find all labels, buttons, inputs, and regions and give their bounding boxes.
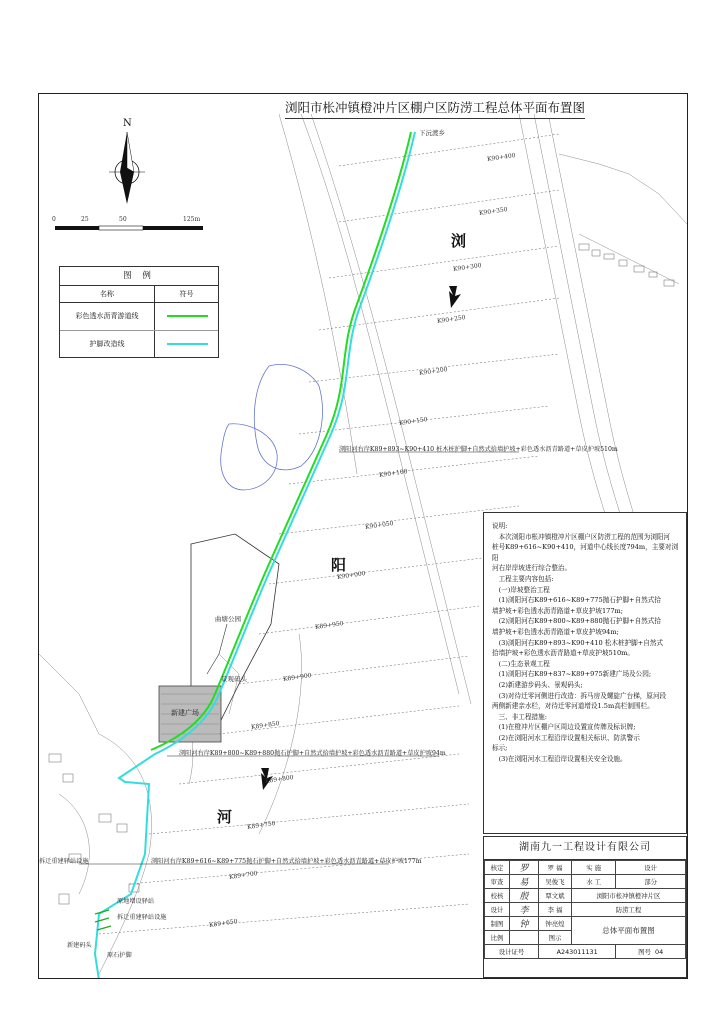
tb-blank bbox=[510, 931, 539, 945]
tb-signature: 殷 bbox=[510, 889, 539, 903]
place-label-wharf: 景观码头 bbox=[221, 675, 247, 683]
drawing-frame bbox=[38, 93, 688, 979]
station-label: K89+800 bbox=[264, 774, 294, 785]
flow-arrow-icon bbox=[261, 286, 461, 790]
tb-person: 覃文斌 bbox=[539, 889, 572, 903]
station-label: K90+350 bbox=[478, 206, 508, 217]
station-label: K89+700 bbox=[228, 870, 258, 881]
station-label: K90+400 bbox=[486, 152, 516, 163]
tb-role: 审查 bbox=[485, 875, 510, 889]
title-block bbox=[483, 836, 687, 978]
station-label: K90+050 bbox=[364, 520, 394, 531]
note-line: (3)浏阳河右K89+893~K90+410 松木桩护脚+自然式 bbox=[492, 638, 664, 647]
station-label: K89+950 bbox=[314, 620, 344, 631]
station-label: K89+750 bbox=[246, 820, 276, 831]
station-label: K90+250 bbox=[436, 314, 466, 325]
tb-drawing-name: 总体平面布置图 bbox=[572, 917, 686, 945]
note-line: 桩号K89+616~K90+410，河道中心线长度794m，主要对浏阳 bbox=[492, 543, 679, 562]
annotation-segment-2: 浏阳河右岸K89+800~K89+880抛石护脚+自然式拾墙护坡+彩色透水沥青路道+草皮护坡94m bbox=[179, 750, 446, 757]
legend-item-name: 护脚改造线 bbox=[60, 331, 155, 358]
station-label: K90+300 bbox=[452, 262, 482, 273]
note-line: 两侧新建亲水栏，对待迁零河道增设1.5m高栏制围栏。 bbox=[492, 702, 654, 711]
station-label: K89+650 bbox=[208, 918, 238, 929]
note-line: 三、非工程措施: bbox=[492, 712, 547, 721]
scale-tick-50: 50 bbox=[119, 216, 127, 223]
note-line: 拾墙护坡+彩色透水沥青路道+草皮护坡510m。 bbox=[492, 649, 634, 658]
ponds bbox=[221, 364, 323, 490]
annotation-new-station: 原地增设驿站 bbox=[117, 898, 155, 905]
station-label: K89+850 bbox=[250, 720, 280, 731]
scale-tick-125: 125m bbox=[183, 216, 201, 223]
tb-cert-label: 设计证号 bbox=[485, 945, 539, 959]
note-line: (2)在浏阳河水工程沿岸设置相关标识、防洪警示 bbox=[492, 733, 640, 742]
river-label-yang: 阳 bbox=[331, 556, 347, 574]
tb-role: 制图 bbox=[485, 917, 510, 931]
company-name: 湖南九一工程设计有限公司 bbox=[484, 837, 686, 860]
legend-item bbox=[60, 331, 218, 358]
tb-stage: 设计 bbox=[616, 861, 686, 875]
tb-project: 浏阳市枨冲镇橙冲片区 bbox=[572, 889, 686, 903]
tb-project: 防涝工程 bbox=[572, 903, 686, 917]
note-line: 本次浏阳市枨冲镇橙冲片区棚户区防涝工程的范围为浏阳河 bbox=[492, 532, 671, 541]
title-block-table bbox=[484, 860, 686, 959]
annotation-new-wharf: 新建码头 bbox=[67, 942, 92, 949]
station-label: K89+900 bbox=[282, 672, 312, 683]
tb-drawing-number-label: 图号 bbox=[638, 948, 651, 956]
annotation-segment-1: 浏阳河右岸K89+616~K89+775抛石护脚+自然式拾墙护坡+彩色透水沥青路道+草皮护坡177m bbox=[151, 858, 422, 865]
leader-lines bbox=[79, 452, 519, 864]
tb-signature: 罗 bbox=[510, 861, 539, 875]
place-label-square: 新建广场 bbox=[171, 709, 199, 717]
tb-signature: 易 bbox=[510, 875, 539, 889]
tb-signature: 钟 bbox=[510, 917, 539, 931]
legend-swatch-green bbox=[167, 315, 208, 317]
river-label-he: 河 bbox=[217, 808, 233, 826]
place-label-park: 曲塘公园 bbox=[215, 615, 241, 623]
north-arrow-icon bbox=[109, 132, 145, 204]
note-line: 工程主要内容包括: bbox=[492, 574, 554, 583]
note-line: (3)对待迁零河侧进行改造：拆马房及螺旋广台梯，原河段 bbox=[492, 691, 667, 700]
note-line: 河右岸岸坡进行综合整治。 bbox=[492, 564, 572, 573]
station-label: K90+000 bbox=[336, 570, 366, 581]
note-line: 墙护坡+彩色透水沥青路道+草皮护坡94m; bbox=[492, 627, 619, 636]
legend-col-name: 名称 bbox=[60, 286, 155, 302]
tb-person: 罗 福 bbox=[539, 861, 572, 875]
tb-stage: 实 施 bbox=[572, 861, 616, 875]
tb-role: 核定 bbox=[485, 861, 510, 875]
station-label: K90+150 bbox=[398, 416, 428, 427]
tb-role: 比例 bbox=[485, 931, 510, 945]
legend-item bbox=[60, 303, 218, 331]
scale-bar bbox=[55, 226, 203, 230]
tb-signature: 李 bbox=[510, 903, 539, 917]
tb-role: 设计 bbox=[485, 903, 510, 917]
tb-person: 李 福 bbox=[539, 903, 572, 917]
note-line: (二)生态景观工程 bbox=[492, 659, 550, 668]
note-line: (1)浏阳河右K89+837~K89+975新建广场及公园; bbox=[492, 670, 652, 679]
river-label-liu: 浏 bbox=[451, 232, 467, 250]
slope-protection-line bbox=[95, 132, 415, 979]
note-line: 墙护坡+彩色透水沥青路道+草皮护坡177m; bbox=[492, 606, 624, 615]
legend-col-symbol: 符号 bbox=[179, 290, 194, 298]
legend-item-name: 彩色透水沥青游道线 bbox=[60, 303, 155, 330]
note-line: (3)在浏阳河水工程沿岸设置相关安全设施。 bbox=[492, 755, 627, 764]
scale-tick-25: 25 bbox=[81, 216, 89, 223]
note-line: (2)浏阳河右K89+800~K89+880抛石护脚+自然式拾 bbox=[492, 617, 661, 626]
north-label: N bbox=[123, 118, 132, 129]
tb-drawing-number bbox=[616, 945, 686, 959]
annotation-relocate-1: 拆迁重建驿站设施 bbox=[39, 858, 89, 865]
station-label: K90+200 bbox=[418, 366, 448, 377]
annotation-segment-3: 浏阳河右岸K89+893~K90+410 桩木桩护脚+自然式拾墙护坡+彩色透水沥青路道+草皮护坡510m bbox=[339, 446, 618, 453]
place-label-top: 下沅渡乡 bbox=[419, 129, 445, 137]
legend-swatch-cyan bbox=[167, 343, 208, 345]
asphalt-path-line bbox=[151, 132, 411, 750]
tb-scale: 图示 bbox=[539, 931, 572, 945]
station-label: K90+100 bbox=[378, 468, 408, 479]
tb-role: 校核 bbox=[485, 889, 510, 903]
tb-discipline: 部分 bbox=[616, 875, 686, 889]
note-line: 说明: bbox=[492, 522, 508, 530]
note-line: 标示; bbox=[492, 744, 508, 753]
note-line: (一)岸坡整治工程 bbox=[492, 585, 550, 594]
tb-person: 钟亮煌 bbox=[539, 917, 572, 931]
legend-title: 图 例 bbox=[60, 267, 218, 286]
annotation-riprap: 原石护脚 bbox=[107, 952, 132, 959]
tb-drawing-number-value: 04 bbox=[655, 948, 664, 956]
tb-cert-number: A243011131 bbox=[539, 945, 616, 959]
tb-person: 吴俊飞 bbox=[539, 875, 572, 889]
note-line: (1)在橙冲片区棚户区周边设置宣传牌及标识牌; bbox=[492, 723, 636, 732]
note-line: (1)浏阳河右K89+616~K89+775抛石护脚+自然式拾 bbox=[492, 596, 661, 605]
map-title: 浏阳市枨冲镇橙冲片区棚户区防涝工程总体平面布置图 bbox=[285, 98, 585, 119]
legend bbox=[59, 266, 219, 358]
note-line: (2)新建游步码头、景观码头; bbox=[492, 680, 583, 689]
design-notes bbox=[483, 512, 687, 834]
annotation-relocate-2: 拆迁重建驿站设施 bbox=[117, 914, 167, 921]
scale-tick-0: 0 bbox=[52, 216, 56, 223]
tb-discipline: 水 工 bbox=[572, 875, 616, 889]
